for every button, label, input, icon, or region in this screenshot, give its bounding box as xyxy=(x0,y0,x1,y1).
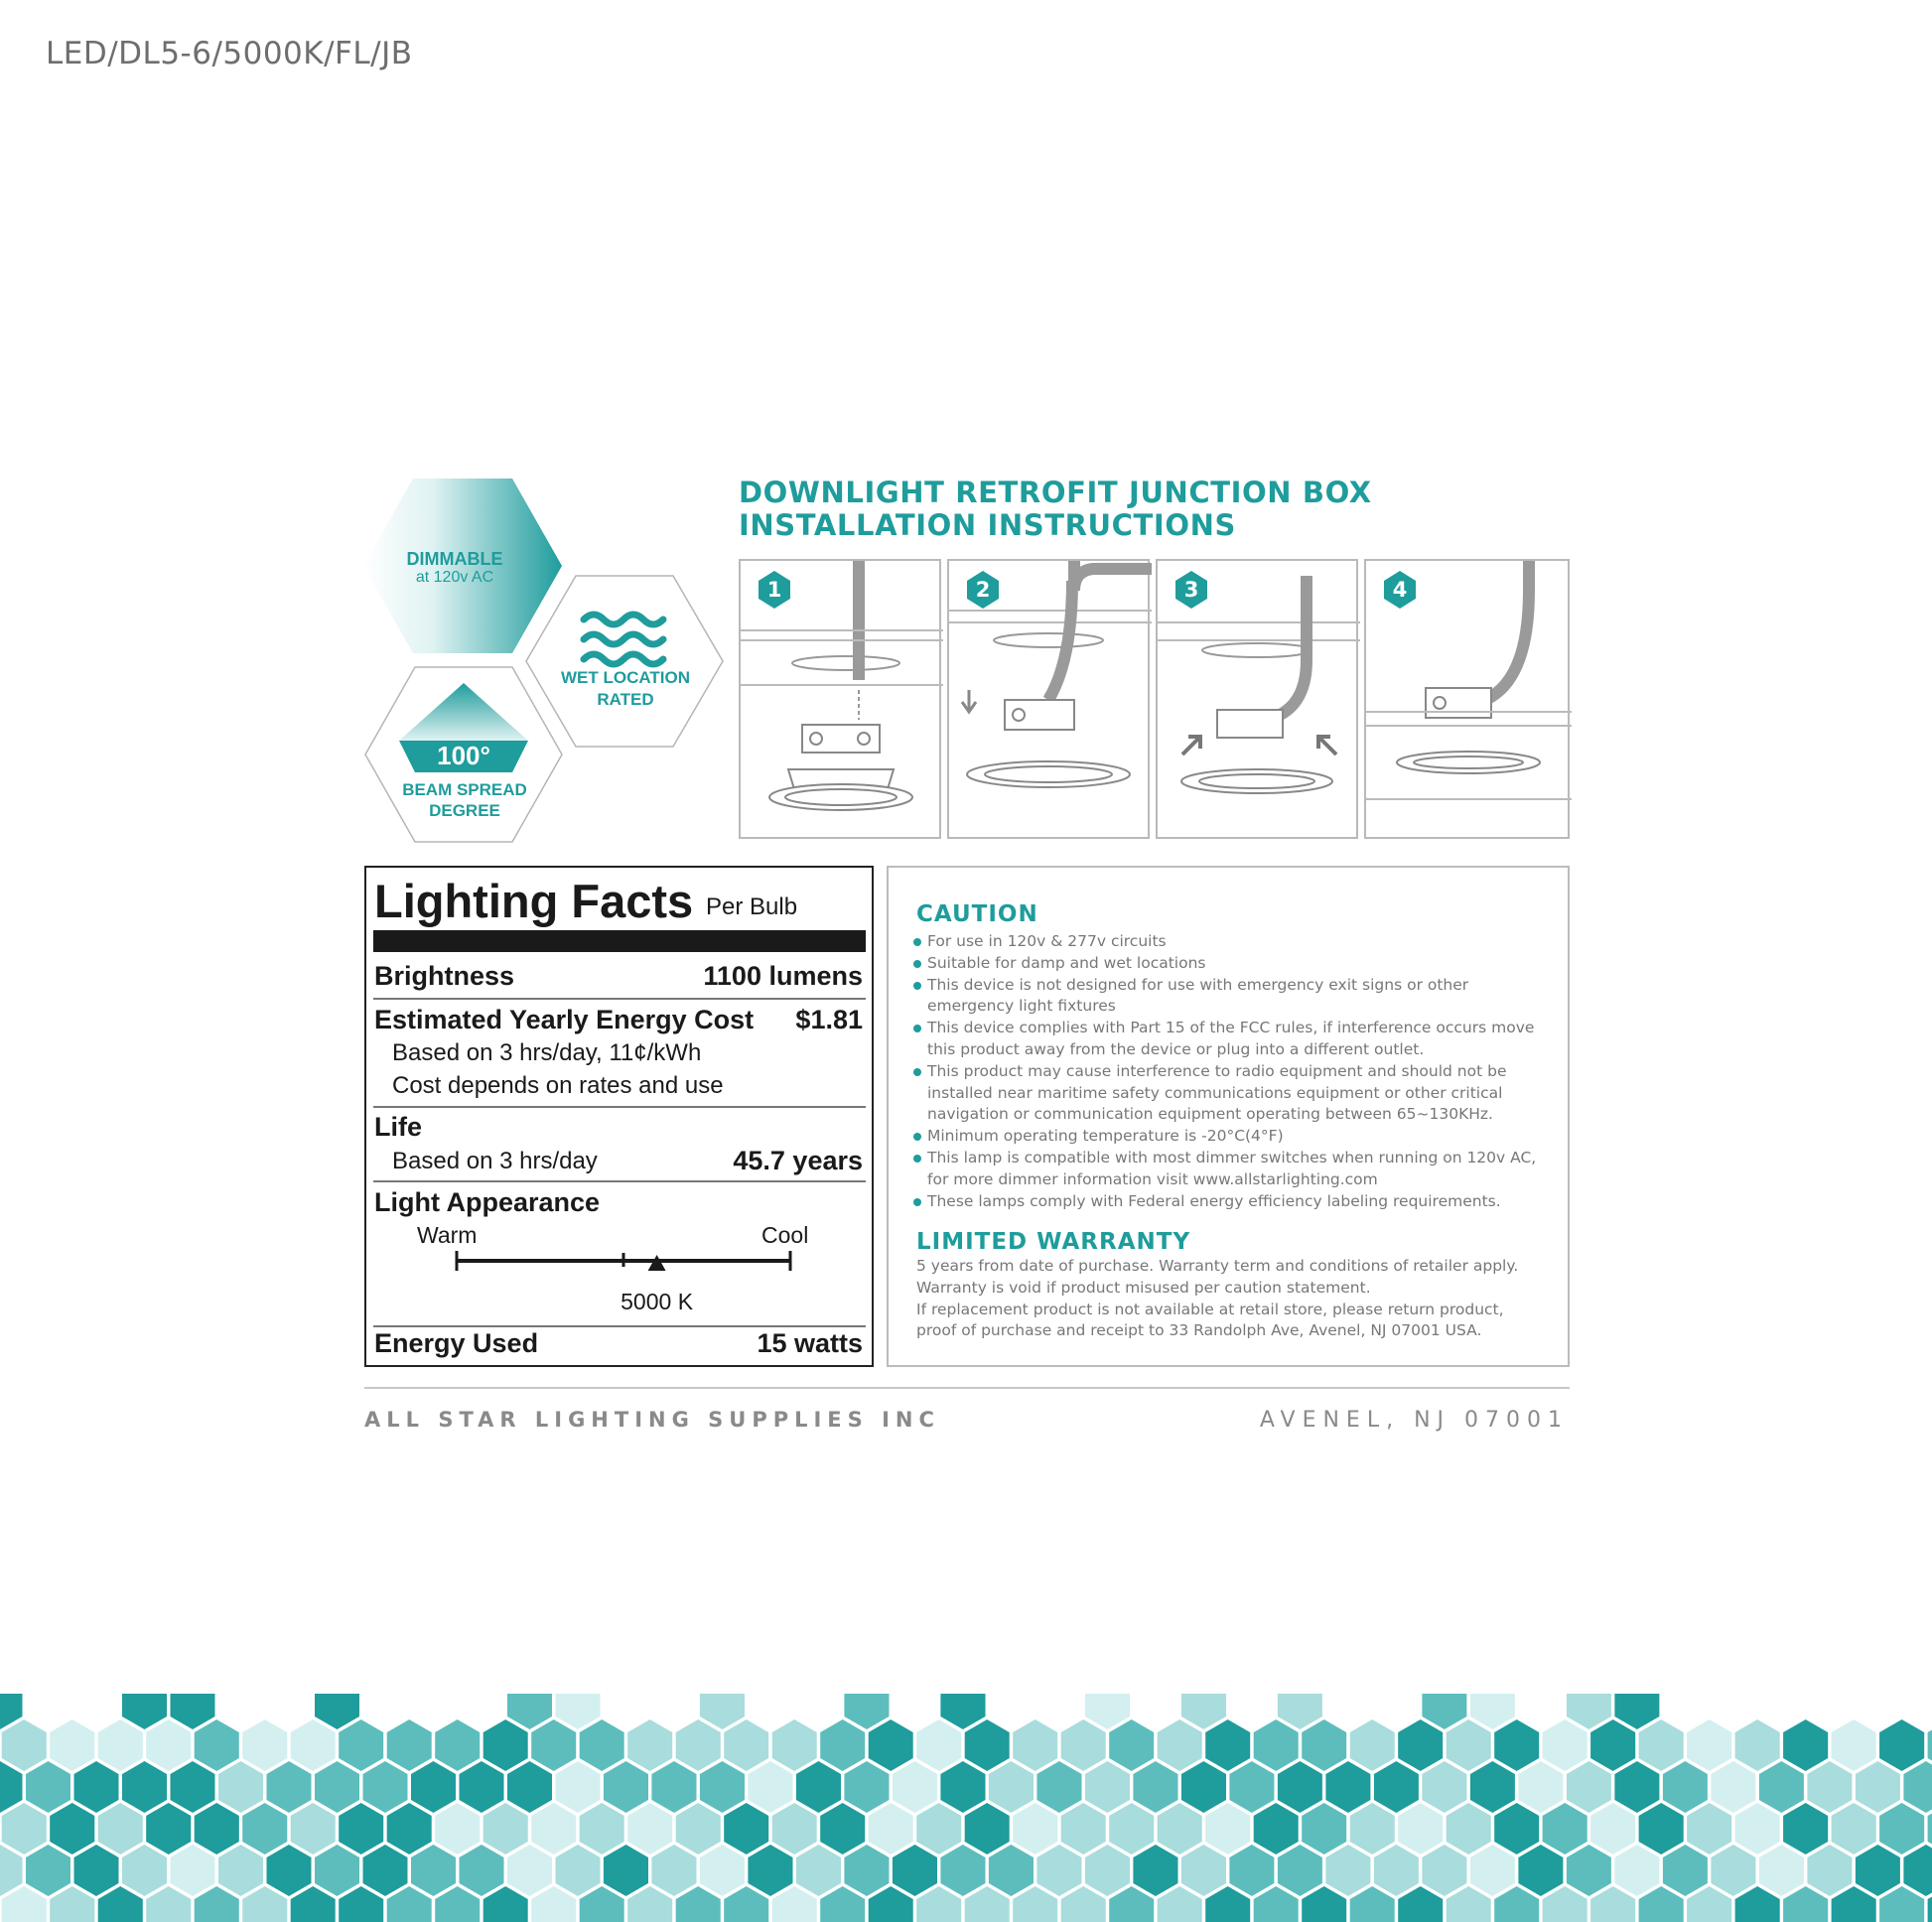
pattern-hexagon xyxy=(796,1761,841,1813)
pattern-hexagon xyxy=(315,1761,359,1813)
pattern-hexagon xyxy=(940,1761,985,1813)
pattern-hexagon xyxy=(267,1845,312,1896)
pattern-hexagon xyxy=(1302,1803,1346,1854)
pattern-hexagon xyxy=(1470,1761,1515,1813)
pattern-hexagon xyxy=(507,1694,552,1729)
pattern-hexagon xyxy=(0,1845,23,1896)
arrow-up-icon xyxy=(1318,737,1336,755)
pattern-hexagon xyxy=(195,1886,239,1922)
pattern-hexagon xyxy=(1158,1803,1202,1854)
pattern-hexagon xyxy=(724,1886,768,1922)
pattern-hexagon xyxy=(724,1803,768,1854)
pattern-hexagon xyxy=(1374,1845,1419,1896)
pattern-hexagon xyxy=(435,1719,480,1771)
pattern-hexagon xyxy=(1181,1845,1226,1896)
pattern-hexagon xyxy=(1663,1845,1708,1896)
pattern-hexagon xyxy=(1447,1886,1491,1922)
pattern-hexagon xyxy=(50,1803,94,1854)
caution-item: This lamp is compatible with most dimmer switches when running on 120v AC, for more dimmer information visit www.allstarlighting.com xyxy=(912,1148,1558,1191)
pattern-hexagon xyxy=(700,1845,745,1896)
pattern-hexagon xyxy=(820,1803,865,1854)
caution-item: This product may cause interference to radio equipment and should not be installed near maritime safety communications equipment or other critical navigation or communication equipment operating between 65~130KHz. xyxy=(912,1061,1558,1126)
pattern-hexagon xyxy=(387,1719,432,1771)
pattern-hexagon xyxy=(218,1845,263,1896)
brightness-value: 1100 lumens xyxy=(703,961,863,991)
pattern-hexagon xyxy=(242,1886,287,1922)
pattern-hexagon xyxy=(940,1845,985,1896)
warranty-line: 5 years from date of purchase. Warranty term and conditions of retailer apply. xyxy=(916,1257,1519,1275)
pattern-hexagon xyxy=(1254,1803,1299,1854)
pattern-hexagon xyxy=(1013,1803,1057,1854)
pattern-hexagon xyxy=(1133,1761,1177,1813)
caution-panel xyxy=(887,866,1570,1367)
pattern-hexagon xyxy=(820,1886,865,1922)
cost-basis: Based on 3 hrs/day, 11¢/kWh xyxy=(392,1039,702,1066)
pattern-hexagon xyxy=(580,1803,624,1854)
pattern-hexagon xyxy=(1398,1719,1443,1771)
instructions-title-line2: INSTALLATION INSTRUCTIONS xyxy=(739,508,1236,542)
pattern-hexagon xyxy=(1422,1694,1466,1729)
beam-degree-value: 100° xyxy=(437,741,490,770)
pattern-hexagon xyxy=(171,1761,215,1813)
pattern-hexagon xyxy=(1711,1761,1755,1813)
title-bar xyxy=(373,930,866,952)
hexagon-pattern-decoration xyxy=(0,1694,1932,1922)
pattern-hexagon xyxy=(916,1803,961,1854)
pattern-hexagon xyxy=(363,1761,408,1813)
life-value: 45.7 years xyxy=(733,1146,863,1175)
pattern-hexagon xyxy=(411,1845,456,1896)
pattern-hexagon xyxy=(1832,1886,1876,1922)
pattern-hexagon xyxy=(1879,1719,1924,1771)
cost-note: Cost depends on rates and use xyxy=(392,1072,724,1099)
pattern-hexagon xyxy=(531,1719,576,1771)
pattern-hexagon xyxy=(1783,1803,1828,1854)
pattern-hexagon xyxy=(893,1761,937,1813)
pattern-hexagon xyxy=(700,1761,745,1813)
pattern-hexagon xyxy=(1158,1886,1202,1922)
pattern-hexagon xyxy=(1543,1719,1587,1771)
pattern-hexagon xyxy=(531,1886,576,1922)
cool-label: Cool xyxy=(761,1222,809,1248)
wet-location-label: WET LOCATION xyxy=(561,668,690,687)
pattern-hexagon xyxy=(869,1803,913,1854)
instructions-title-line1: DOWNLIGHT RETROFIT JUNCTION BOX xyxy=(739,476,1372,509)
pattern-hexagon xyxy=(387,1886,432,1922)
pattern-hexagon xyxy=(844,1845,889,1896)
pattern-hexagon xyxy=(1590,1886,1635,1922)
pattern-hexagon xyxy=(965,1886,1010,1922)
pattern-hexagon xyxy=(940,1694,985,1729)
pattern-hexagon xyxy=(435,1803,480,1854)
pattern-hexagon xyxy=(1494,1803,1539,1854)
pattern-hexagon xyxy=(1109,1886,1154,1922)
pattern-hexagon xyxy=(315,1694,359,1729)
pattern-hexagon xyxy=(1687,1886,1731,1922)
pattern-hexagon xyxy=(1061,1803,1106,1854)
pattern-hexagon xyxy=(556,1694,601,1729)
pattern-hexagon xyxy=(1422,1845,1466,1896)
pattern-hexagon xyxy=(1254,1886,1299,1922)
pattern-hexagon xyxy=(1036,1761,1081,1813)
warm-label: Warm xyxy=(417,1222,478,1248)
pattern-hexagon xyxy=(1759,1761,1804,1813)
pattern-hexagon xyxy=(1470,1845,1515,1896)
pattern-hexagon xyxy=(1518,1845,1563,1896)
pattern-hexagon xyxy=(1205,1803,1250,1854)
pattern-hexagon xyxy=(1639,1719,1684,1771)
warranty-line: If replacement product is not available at retail store, please return product, xyxy=(916,1300,1504,1318)
company-name: ALL STAR LIGHTING SUPPLIES INC xyxy=(364,1408,940,1432)
pattern-hexagon xyxy=(1447,1719,1491,1771)
pattern-hexagon xyxy=(1229,1761,1274,1813)
warranty-text xyxy=(916,1256,1552,1342)
pattern-hexagon xyxy=(122,1761,167,1813)
pattern-hexagon xyxy=(604,1761,648,1813)
instructions-heading xyxy=(739,477,1372,542)
pattern-hexagon xyxy=(1350,1719,1395,1771)
pattern-hexagon xyxy=(483,1719,528,1771)
pattern-hexagon xyxy=(1133,1845,1177,1896)
energy-used-label: Energy Used xyxy=(374,1328,539,1358)
pattern-hexagon xyxy=(291,1803,336,1854)
pattern-hexagon xyxy=(748,1761,792,1813)
pattern-hexagon xyxy=(916,1719,961,1771)
pattern-hexagon xyxy=(1494,1719,1539,1771)
arrow-down-icon xyxy=(962,690,976,712)
pattern-hexagon xyxy=(1518,1761,1563,1813)
pattern-hexagon xyxy=(2,1886,47,1922)
pattern-hexagon xyxy=(146,1719,191,1771)
wet-rated-label: RATED xyxy=(597,690,654,709)
model-number: LED/DL5-6/5000K/FL/JB xyxy=(46,36,413,71)
pattern-hexagon xyxy=(26,1845,70,1896)
pattern-hexagon xyxy=(700,1694,745,1729)
pattern-hexagon xyxy=(1013,1886,1057,1922)
pattern-hexagon xyxy=(171,1845,215,1896)
pattern-hexagon xyxy=(1663,1761,1708,1813)
pattern-hexagon xyxy=(1254,1719,1299,1771)
pattern-hexagon xyxy=(580,1886,624,1922)
pattern-hexagon xyxy=(74,1845,119,1896)
pattern-hexagon xyxy=(1614,1845,1659,1896)
pattern-hexagon xyxy=(556,1761,601,1813)
arrow-up-icon xyxy=(1182,737,1200,755)
pattern-hexagon xyxy=(651,1761,696,1813)
pattern-hexagon xyxy=(1109,1719,1154,1771)
pattern-hexagon xyxy=(748,1845,792,1896)
divider xyxy=(373,1325,866,1327)
pattern-hexagon xyxy=(1807,1761,1852,1813)
pattern-hexagon xyxy=(98,1803,143,1854)
pattern-hexagon xyxy=(965,1719,1010,1771)
pattern-hexagon xyxy=(1832,1719,1876,1771)
step-number-1: 1 xyxy=(766,578,782,602)
pattern-hexagon xyxy=(1639,1886,1684,1922)
caution-item: For use in 120v & 277v circuits xyxy=(912,931,1558,953)
pattern-hexagon xyxy=(1807,1845,1852,1896)
pattern-hexagon xyxy=(1325,1845,1370,1896)
divider xyxy=(373,1106,866,1108)
pattern-hexagon xyxy=(1398,1803,1443,1854)
pattern-hexagon xyxy=(363,1845,408,1896)
pattern-hexagon xyxy=(1470,1694,1515,1729)
light-appearance-label: Light Appearance xyxy=(374,1187,601,1217)
pattern-hexagon xyxy=(2,1719,47,1771)
pattern-hexagon xyxy=(676,1886,721,1922)
pattern-hexagon xyxy=(869,1886,913,1922)
pattern-hexagon xyxy=(1783,1886,1828,1922)
pattern-hexagon xyxy=(339,1886,383,1922)
footer-divider xyxy=(364,1387,1570,1389)
step-panel-3 xyxy=(1156,559,1358,839)
warranty-line: proof of purchase and receipt to 33 Randolph Ave, Avenel, NJ 07001 USA. xyxy=(916,1321,1482,1340)
pattern-hexagon xyxy=(1543,1803,1587,1854)
life-basis: Based on 3 hrs/day xyxy=(392,1148,598,1174)
step-panel-1 xyxy=(739,559,941,839)
pattern-hexagon xyxy=(1181,1694,1226,1729)
lighting-facts-title: Lighting Facts xyxy=(374,875,694,927)
pattern-hexagon xyxy=(1229,1845,1274,1896)
pattern-hexagon xyxy=(460,1761,504,1813)
dimmable-sublabel: at 120v AC xyxy=(415,569,494,586)
pattern-hexagon xyxy=(171,1694,215,1729)
pattern-hexagon xyxy=(1085,1845,1130,1896)
pattern-hexagon xyxy=(989,1845,1034,1896)
pattern-hexagon xyxy=(98,1719,143,1771)
pattern-hexagon xyxy=(1735,1719,1780,1771)
pattern-hexagon xyxy=(507,1845,552,1896)
pattern-hexagon xyxy=(844,1761,889,1813)
pattern-hexagon xyxy=(676,1719,721,1771)
pattern-hexagon xyxy=(772,1886,817,1922)
pattern-hexagon xyxy=(1614,1761,1659,1813)
installation-steps xyxy=(739,559,1570,841)
cost-value: $1.81 xyxy=(795,1005,863,1034)
pattern-hexagon xyxy=(1013,1719,1057,1771)
pattern-hexagon xyxy=(387,1803,432,1854)
color-temp-value: 5000 K xyxy=(621,1289,694,1314)
caution-item: Minimum operating temperature is -20°C(4°F) xyxy=(912,1126,1558,1148)
caution-item: Suitable for damp and wet locations xyxy=(912,953,1558,975)
pattern-hexagon xyxy=(1205,1719,1250,1771)
pattern-hexagon xyxy=(2,1803,47,1854)
pattern-hexagon xyxy=(1350,1803,1395,1854)
beam-spread-label: BEAM SPREAD xyxy=(402,780,527,799)
pattern-hexagon xyxy=(820,1719,865,1771)
pattern-hexagon xyxy=(1109,1803,1154,1854)
pattern-hexagon xyxy=(339,1719,383,1771)
pattern-hexagon xyxy=(1302,1886,1346,1922)
pattern-hexagon xyxy=(1614,1694,1659,1729)
pattern-hexagon xyxy=(267,1761,312,1813)
pattern-hexagon xyxy=(1590,1719,1635,1771)
step-panel-4 xyxy=(1364,559,1570,839)
pattern-hexagon xyxy=(627,1719,672,1771)
pattern-hexagon xyxy=(1374,1761,1419,1813)
pattern-hexagon xyxy=(315,1845,359,1896)
pattern-hexagon xyxy=(627,1803,672,1854)
pattern-hexagon xyxy=(1567,1694,1611,1729)
pattern-hexagon xyxy=(146,1803,191,1854)
step-2-illustration xyxy=(949,561,1152,841)
pattern-hexagon xyxy=(651,1845,696,1896)
caution-list xyxy=(912,931,1558,1212)
pattern-hexagon xyxy=(50,1719,94,1771)
pattern-hexagon xyxy=(339,1803,383,1854)
pattern-hexagon xyxy=(146,1886,191,1922)
pattern-hexagon xyxy=(1278,1845,1322,1896)
pattern-hexagon xyxy=(74,1761,119,1813)
dimmable-label: DIMMABLE xyxy=(406,549,503,569)
pattern-hexagon xyxy=(1783,1719,1828,1771)
caution-item: This device complies with Part 15 of the FCC rules, if interference occurs move this product away from the device or plug into a different outlet. xyxy=(912,1018,1558,1061)
divider xyxy=(373,998,866,1000)
pattern-hexagon xyxy=(0,1761,23,1813)
pattern-hexagon xyxy=(916,1886,961,1922)
pattern-hexagon xyxy=(26,1761,70,1813)
pattern-hexagon xyxy=(1903,1761,1932,1813)
pattern-hexagon xyxy=(1181,1761,1226,1813)
step-1-illustration xyxy=(741,561,943,841)
pattern-hexagon xyxy=(1085,1694,1130,1729)
pattern-hexagon xyxy=(1158,1719,1202,1771)
pattern-hexagon xyxy=(1325,1761,1370,1813)
beam-degree-label: DEGREE xyxy=(429,801,500,820)
pattern-hexagon xyxy=(291,1886,336,1922)
step-3-illustration xyxy=(1158,561,1360,841)
pattern-hexagon xyxy=(242,1719,287,1771)
pattern-hexagon xyxy=(1350,1886,1395,1922)
warranty-line: Warranty is void if product misused per caution statement. xyxy=(916,1278,1371,1297)
pattern-hexagon xyxy=(1278,1761,1322,1813)
energy-used-value: 15 watts xyxy=(757,1328,863,1358)
pattern-hexagon xyxy=(1567,1845,1611,1896)
pattern-hexagon xyxy=(989,1761,1034,1813)
pattern-hexagon xyxy=(1590,1803,1635,1854)
pattern-hexagon xyxy=(1687,1719,1731,1771)
pattern-hexagon xyxy=(893,1845,937,1896)
pattern-hexagon xyxy=(460,1845,504,1896)
pattern-hexagon xyxy=(676,1803,721,1854)
feature-badges xyxy=(363,475,731,844)
divider xyxy=(373,1180,866,1182)
pattern-hexagon xyxy=(1735,1803,1780,1854)
pattern-hexagon xyxy=(580,1719,624,1771)
warranty-title: LIMITED WARRANTY xyxy=(916,1229,1191,1255)
pattern-hexagon xyxy=(1061,1719,1106,1771)
pattern-hexagon xyxy=(965,1803,1010,1854)
pattern-hexagon xyxy=(1879,1886,1924,1922)
pattern-hexagon xyxy=(627,1886,672,1922)
pattern-hexagon xyxy=(724,1719,768,1771)
pattern-hexagon xyxy=(1856,1761,1900,1813)
step-4-illustration xyxy=(1366,561,1572,841)
pattern-hexagon xyxy=(1639,1803,1684,1854)
life-label: Life xyxy=(374,1112,423,1142)
pattern-hexagon xyxy=(1061,1886,1106,1922)
pattern-hexagon xyxy=(1879,1803,1924,1854)
pattern-hexagon xyxy=(242,1803,287,1854)
pattern-hexagon xyxy=(98,1886,143,1922)
step-number-2: 2 xyxy=(975,578,991,602)
pattern-hexagon xyxy=(1687,1803,1731,1854)
pattern-hexagon xyxy=(411,1761,456,1813)
pattern-hexagon xyxy=(1302,1719,1346,1771)
caution-item: This device is not designed for use with emergency exit signs or other emergency light fixtures xyxy=(912,975,1558,1019)
pattern-hexagon xyxy=(796,1845,841,1896)
pattern-hexagon xyxy=(1278,1694,1322,1729)
pattern-hexagon xyxy=(844,1694,889,1729)
step-number-3: 3 xyxy=(1183,578,1199,602)
pattern-hexagon xyxy=(122,1694,167,1729)
pattern-hexagon xyxy=(1398,1886,1443,1922)
pattern-hexagon xyxy=(1856,1845,1900,1896)
pattern-hexagon xyxy=(195,1719,239,1771)
pattern-hexagon xyxy=(1735,1886,1780,1922)
pattern-hexagon xyxy=(1036,1845,1081,1896)
caution-item: These lamps comply with Federal energy efficiency labeling requirements. xyxy=(912,1191,1558,1213)
brightness-label: Brightness xyxy=(374,961,515,991)
pattern-hexagon xyxy=(1085,1761,1130,1813)
pattern-hexagon xyxy=(772,1803,817,1854)
step-panel-2 xyxy=(947,559,1150,839)
pattern-hexagon xyxy=(531,1803,576,1854)
pattern-hexagon xyxy=(1205,1886,1250,1922)
cost-label: Estimated Yearly Energy Cost xyxy=(374,1005,755,1034)
pattern-hexagon xyxy=(122,1845,167,1896)
pattern-hexagon xyxy=(1567,1761,1611,1813)
company-address: AVENEL, NJ 07001 xyxy=(1259,1408,1569,1433)
caution-title: CAUTION xyxy=(916,901,1038,927)
pattern-hexagon xyxy=(556,1845,601,1896)
step-number-4: 4 xyxy=(1392,578,1408,602)
pattern-hexagon xyxy=(435,1886,480,1922)
pattern-hexagon xyxy=(604,1845,648,1896)
pattern-hexagon xyxy=(1711,1845,1755,1896)
pattern-hexagon xyxy=(507,1761,552,1813)
lighting-facts-label xyxy=(364,866,874,1367)
pattern-hexagon xyxy=(483,1803,528,1854)
per-bulb-label: Per Bulb xyxy=(706,893,798,920)
color-temperature-scale xyxy=(366,1251,872,1281)
pattern-hexagon xyxy=(195,1803,239,1854)
pattern-hexagon xyxy=(1422,1761,1466,1813)
pattern-hexagon xyxy=(218,1761,263,1813)
pattern-hexagon xyxy=(869,1719,913,1771)
pattern-hexagon xyxy=(1447,1803,1491,1854)
pattern-hexagon xyxy=(1832,1803,1876,1854)
pattern-hexagon xyxy=(1759,1845,1804,1896)
pattern-hexagon xyxy=(772,1719,817,1771)
pattern-hexagon xyxy=(291,1719,336,1771)
pattern-hexagon xyxy=(1494,1886,1539,1922)
pattern-hexagon xyxy=(50,1886,94,1922)
pattern-hexagon xyxy=(483,1886,528,1922)
pattern-hexagon xyxy=(1903,1845,1932,1896)
pattern-hexagon xyxy=(1543,1886,1587,1922)
